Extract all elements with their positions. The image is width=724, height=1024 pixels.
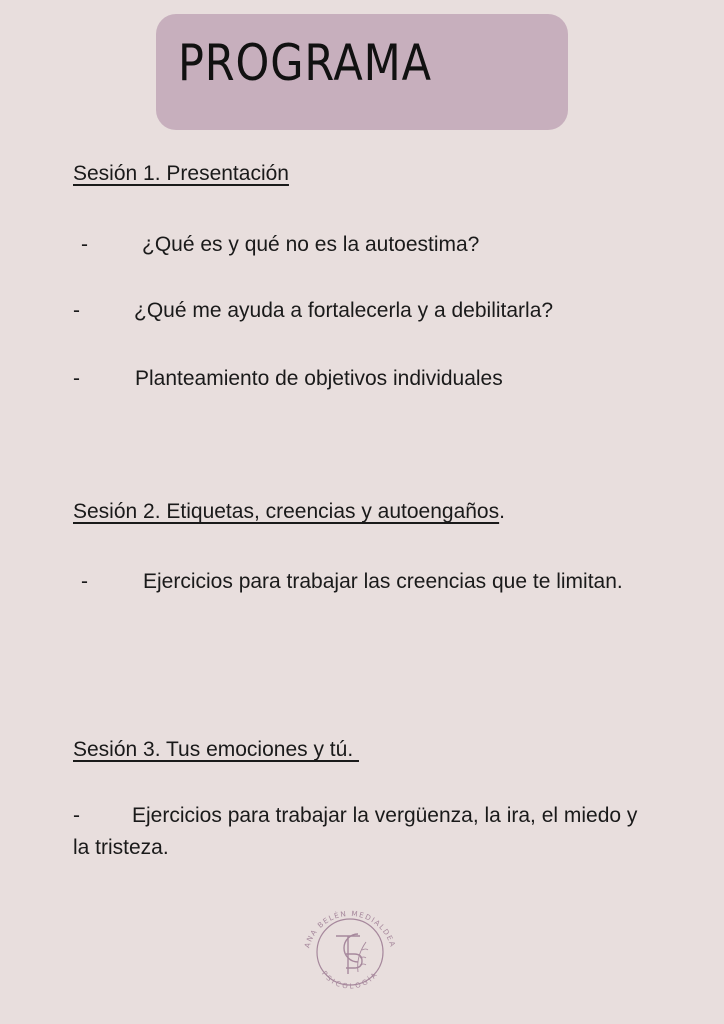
session-2-heading: Sesión 2. Etiquetas, creencias y autoengaños.: [73, 500, 505, 523]
session-1-heading: [73, 161, 289, 187]
bullet-dash: -: [73, 299, 80, 322]
brand-logo: [296, 900, 404, 1004]
session-3-item-1-text: Ejercicios para trabajar la vergüenza, la ira, el miedo y la tristeza.: [73, 804, 638, 859]
title-banner: [156, 14, 568, 130]
bullet-dash: -: [81, 570, 88, 593]
session-2-item-1-text: Ejercicios para trabajar las creencias que te limitan.: [143, 570, 623, 593]
session-1-heading-text: Sesión 1. Presentación: [73, 162, 289, 185]
session-2-item-1: [73, 566, 653, 598]
session-1-item-1-text: ¿Qué es y qué no es la autoestima?: [142, 233, 480, 256]
bullet-dash: -: [73, 804, 80, 827]
session-1-item-2-text: ¿Qué me ayuda a fortalecerla y a debilitarla?: [134, 299, 554, 322]
logo-arc-bottom-text: PSICOLOGÍA: [320, 969, 381, 991]
session-3-heading-text: Sesión 3. Tus emociones y tú.: [73, 738, 359, 761]
session-3-item-1: [73, 800, 653, 864]
bullet-dash: -: [81, 233, 88, 256]
session-1-item-3-text: Planteamiento de objetivos individuales: [135, 367, 503, 390]
page-title: PROGRAMA: [178, 34, 432, 92]
logo-arc-top-text: ANA BELÉN MEDIALDEA: [302, 908, 398, 949]
session-3-heading: [73, 737, 359, 763]
bullet-dash: -: [73, 367, 80, 390]
logo-monogram: [336, 934, 368, 974]
session-2-heading-text: Sesión 2. Etiquetas, creencias y autoengaños: [73, 500, 500, 523]
